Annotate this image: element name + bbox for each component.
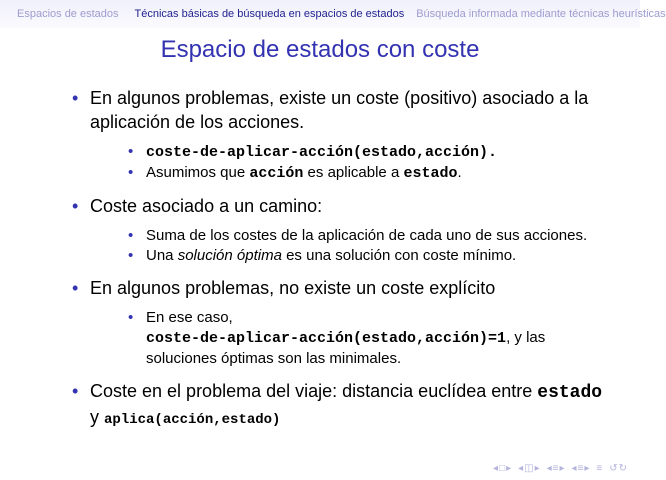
bullet-icon: •: [128, 143, 134, 160]
nav-align-icon[interactable]: ≡: [596, 463, 604, 474]
bullet-icon: •: [128, 164, 134, 181]
bullet-coste-positivo: • En algunos problemas, existe un coste (positivo) asociado a la aplicación de los acciones. • coste-de-aplicar-acción(estado,acción). • Asumimos que acción es aplicable a estado.: [72, 86, 612, 184]
bullet-icon: •: [72, 381, 79, 401]
bullet-icon: •: [128, 227, 134, 244]
nav-section-tecnicas-basicas[interactable]: Técnicas básicas de búsqueda en espacios de estados: [134, 8, 405, 20]
bullet-coste-viaje: • Coste en el problema del viaje: distancia euclídea entre estado y aplica(acción,estado): [72, 381, 603, 428]
bullet-coste-camino: • Coste asociado a un camino: • Suma de los costes de la aplicación de cada uno de sus acciones. • Una solución óptima es una solución con coste mínimo.: [72, 194, 612, 266]
nav-next-section-icon[interactable]: ◂≡▸: [571, 463, 591, 474]
sub-bullet-coste-de-aplicar: • coste-de-aplicar-acción(estado,acción).: [128, 143, 498, 161]
nav-section-busqueda-informada[interactable]: Búsqueda informada mediante técnicas heurísticas: [416, 8, 666, 20]
nav-prev-frame-icon[interactable]: ◂□▸: [493, 463, 513, 474]
nav-prev-section-icon[interactable]: ◂≡▸: [546, 463, 566, 474]
bullet-sin-coste-explicito: • En algunos problemas, no existe un coste explícito • En ese caso, coste-de-aplicar-acción(estado,acción)=1, y las soluciones óptimas son las minimales.: [72, 276, 612, 369]
nav-next-frame-icon[interactable]: ◂◫▸: [518, 463, 541, 474]
beamer-navigation-symbols: [493, 463, 628, 474]
nav-section-espacios-de-estados[interactable]: Espacios de estados: [17, 8, 119, 20]
navigation-headline: [0, 0, 666, 28]
bullet-icon: •: [128, 247, 134, 264]
sub-bullet-asumimos: • Asumimos que acción es aplicable a estado.: [128, 164, 462, 182]
bullet-icon: •: [72, 278, 79, 298]
slide-content: [72, 86, 612, 442]
bullet-icon: •: [72, 196, 79, 216]
sub-bullet-solucion-optima: • Una solución óptima es una solución con coste mínimo.: [128, 247, 517, 264]
nav-search-icon[interactable]: ↺↻: [609, 463, 628, 474]
sub-bullet-suma-costes: • Suma de los costes de la aplicación de cada uno de sus acciones.: [128, 227, 588, 244]
bullet-icon: •: [128, 309, 134, 326]
slide-title: Espacio de estados con coste: [160, 36, 480, 63]
bullet-icon: •: [72, 88, 79, 108]
sub-bullet-en-ese-caso: • En ese caso, coste-de-aplicar-acción(estado,acción)=1, y las soluciones óptimas son las minimales.: [128, 309, 546, 367]
